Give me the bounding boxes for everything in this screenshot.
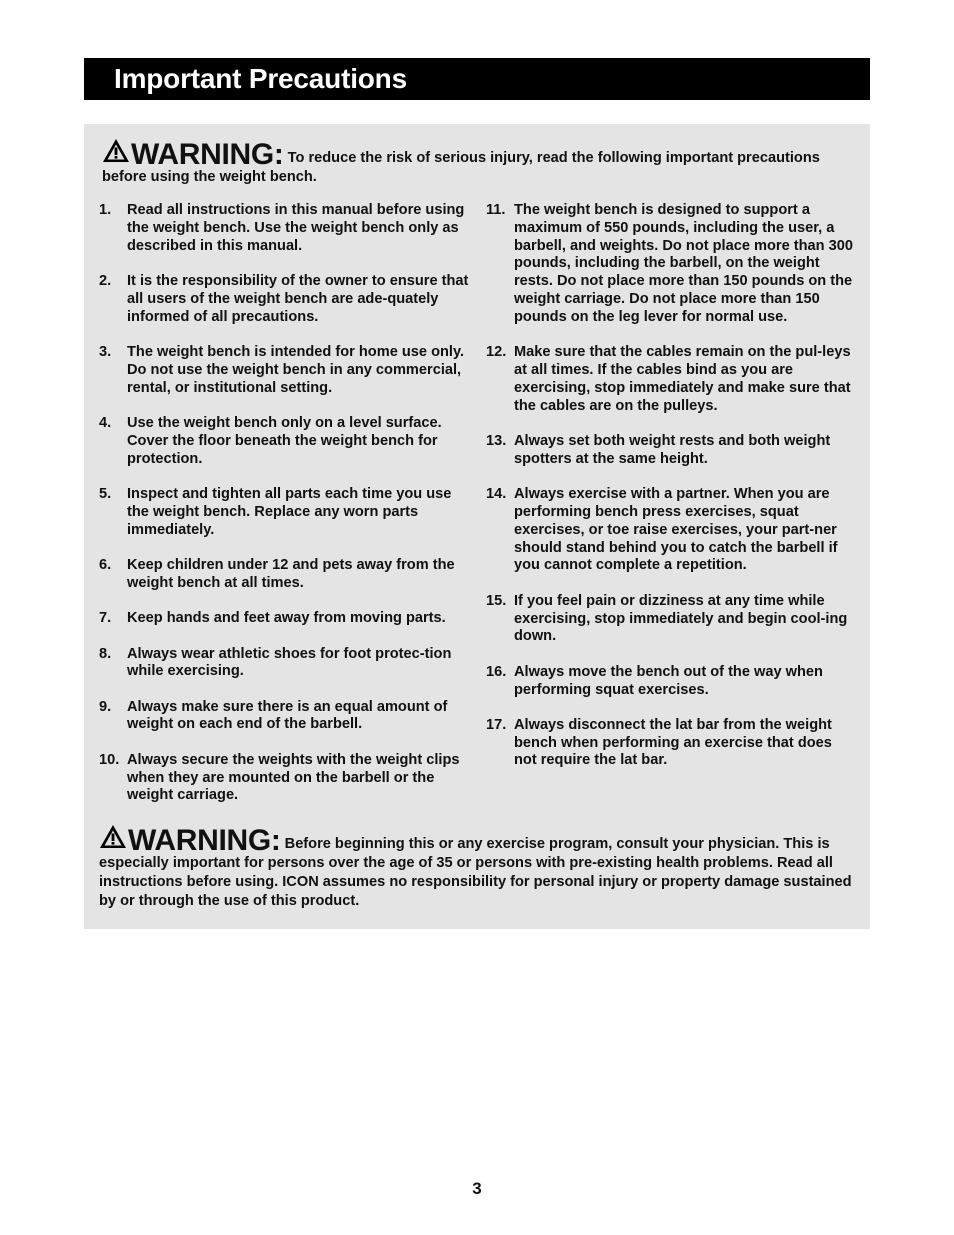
item-text: The weight bench is intended for home use only. Do not use the weight bench in any commercial, rental, or institutional setting. [127, 343, 465, 396]
item-text: Always exercise with a partner. When you are performing bench press exercises, squat exercises, or toe raise exercises, your part-ner should stand behind you to catch the barbell if you cannot complete a repetition. [514, 486, 838, 574]
warning-triangle-icon [99, 824, 127, 849]
warning-text: To reduce the risk of serious injury, read the following important precautions before using the weight bench. [102, 150, 820, 185]
list-item [486, 433, 856, 469]
item-number: 15. [486, 592, 507, 609]
list-item [486, 664, 856, 700]
list-item [99, 699, 469, 735]
list-item [99, 752, 469, 805]
item-number: 16. [486, 663, 507, 680]
item-text: Inspect and tighten all parts each time you use the weight bench. Replace any worn parts immediately. [127, 485, 452, 538]
item-text: Keep hands and feet away from moving parts. [127, 610, 446, 627]
list-item [99, 344, 469, 397]
header-bar [84, 58, 870, 100]
warning-bottom [99, 824, 861, 911]
item-text: If you feel pain or dizziness at any time while exercising, stop immediately and begin cool-ing down. [514, 592, 848, 645]
item-text: Always move the bench out of the way when performing squat exercises. [514, 663, 823, 698]
warning-label: WARNING: [131, 138, 284, 171]
item-text: Read all instructions in this manual before using the weight bench. Use the weight bench only as described in this manual. [127, 202, 465, 254]
list-item [99, 557, 469, 593]
list-item [486, 593, 856, 646]
item-number: 3. [99, 343, 112, 360]
list-item [486, 344, 856, 415]
precautions-panel [84, 124, 870, 929]
item-text: Make sure that the cables remain on the pul-leys at all times. If the cables bind as you are exercising, stop immediately and make sure that the cables are on the pulleys. [514, 344, 851, 414]
item-number: 7. [99, 610, 112, 627]
item-number: 13. [486, 432, 507, 449]
item-text: Always wear athletic shoes for foot protec-tion while exercising. [127, 645, 452, 680]
item-number: 4. [99, 414, 112, 431]
item-number: 17. [486, 716, 507, 733]
warning-text: Before beginning this or any exercise program, consult your physician. This is especially important for persons over the age of 35 or persons with pre-existing health problems. Read all instructions before using. ICON assumes no responsibility for personal injury or property damage sustained by or through the use of this product. [99, 836, 852, 909]
item-text: Use the weight bench only on a level surface. Cover the floor beneath the weight bench for protection. [127, 414, 442, 467]
list-item [486, 486, 856, 575]
item-number: 6. [99, 556, 112, 573]
precautions-right-column [486, 202, 856, 788]
list-item [99, 202, 469, 255]
list-item [99, 273, 469, 326]
item-text: Always disconnect the lat bar from the weight bench when performing an exercise that does not require the lat bar. [514, 716, 832, 769]
item-number: 10. [99, 751, 120, 768]
item-number: 12. [486, 344, 507, 361]
page-number: 3 [472, 1179, 482, 1198]
list-item [99, 415, 469, 468]
item-number: 2. [99, 272, 112, 289]
item-text: Always make sure there is an equal amount of weight on each end of the barbell. [127, 698, 448, 733]
item-number: 9. [99, 698, 112, 715]
item-number: 1. [99, 202, 112, 218]
list-item [99, 610, 469, 628]
warning-top [102, 138, 864, 187]
list-item [99, 646, 469, 682]
precautions-left-column [99, 202, 469, 823]
list-item [486, 717, 856, 770]
item-number: 8. [99, 645, 112, 662]
item-text: Always set both weight rests and both weight spotters at the same height. [514, 432, 831, 467]
item-number: 5. [99, 485, 112, 502]
item-number: 11. [486, 202, 506, 218]
item-number: 14. [486, 486, 507, 503]
page-title: Important Precautions [114, 63, 407, 94]
item-text: Keep children under 12 and pets away from the weight bench at all times. [127, 556, 455, 591]
item-text: Always secure the weights with the weight clips when they are mounted on the barbell or the weight carriage. [127, 751, 460, 804]
item-text: The weight bench is designed to support a maximum of 550 pounds, including the user, a barbell, and weights. Do not place more than 300 pounds, including the barbell, on the weight rests. Do not place more than 150 pounds on the weight carriage. Do not place more than 150 pounds on the leg lever for normal use. [514, 202, 853, 325]
list-item [486, 202, 856, 327]
warning-label: WARNING: [128, 824, 281, 857]
warning-triangle-icon [102, 138, 130, 163]
item-text: It is the responsibility of the owner to ensure that all users of the weight bench are ade-quately informed of all precautions. [127, 272, 469, 325]
list-item [99, 486, 469, 539]
